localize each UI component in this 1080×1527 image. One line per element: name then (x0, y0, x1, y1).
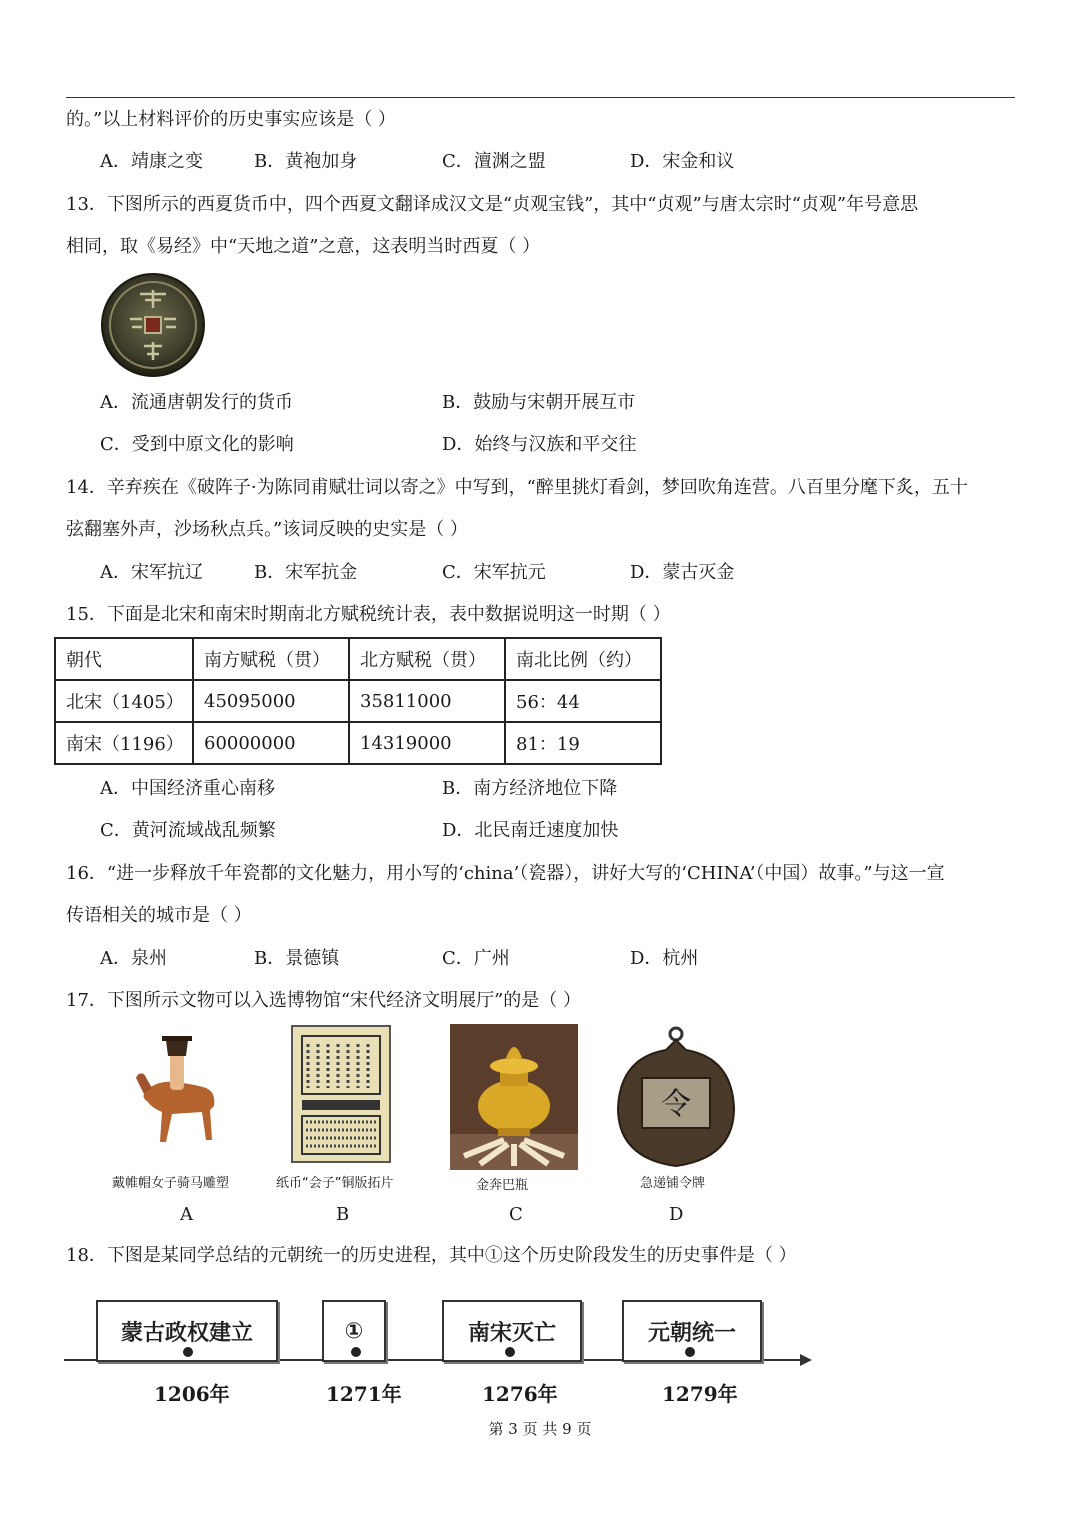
q16-option-b[interactable]: B．景德镇 (254, 948, 340, 969)
tax-table (54, 637, 662, 765)
q16-option-c[interactable]: C．广州 (442, 948, 510, 969)
timeline-box-blank[interactable]: ① (322, 1300, 386, 1362)
timeline-year-1279: 1279年 (662, 1382, 738, 1406)
timeline-box-mongol-regime: 蒙古政权建立 (96, 1300, 278, 1362)
q18-stem: 18．下图是某同学总结的元朝统一的历史进程，其中①这个历史阶段发生的历史事件是（ ） (66, 1245, 797, 1266)
table-cell: 60000000 (193, 722, 349, 764)
q15-option-b[interactable]: B．南方经济地位下降 (442, 778, 618, 799)
q13-option-a[interactable]: A．流通唐朝发行的货币 (100, 392, 293, 413)
horse-rider-figurine-image (126, 1024, 226, 1164)
table-header-cell: 朝代 (55, 638, 193, 680)
timeline-year-1271: 1271年 (326, 1382, 402, 1406)
artifact-caption-c: 金奔巴瓶 (476, 1178, 529, 1193)
page-footer: 第 3 页 共 9 页 (488, 1420, 592, 1438)
q14-option-d[interactable]: D．蒙古灭金 (630, 562, 735, 583)
artifact-letter-b[interactable]: B (336, 1204, 350, 1225)
q15-stem: 15．下面是北宋和南宋时期南北方赋税统计表，表中数据说明这一时期（ ） (66, 604, 671, 625)
table-header-cell: 南北比例（约） (505, 638, 661, 680)
q13-stem-line2: 相同，取《易经》中“天地之道”之意，这表明当时西夏（ ） (66, 236, 541, 257)
table-cell: 56：44 (505, 680, 661, 722)
timeline-box-yuan-unification: 元朝统一 (622, 1300, 762, 1362)
table-row (55, 722, 661, 764)
timeline-dot (183, 1347, 193, 1357)
artifact-letter-c[interactable]: C (509, 1204, 523, 1225)
artifact-caption-b: 纸币“会子”铜版拓片 (276, 1176, 394, 1191)
q13-option-b[interactable]: B．鼓励与宋朝开展互市 (442, 392, 636, 413)
q13-stem-line1: 13．下图所示的西夏货币中，四个西夏文翻译成汉文是“贞观宝钱”，其中“贞观”与唐太宗时“贞观”年号意思 (66, 194, 919, 215)
golden-bumpa-vase-image (450, 1024, 578, 1170)
courier-station-token-image (614, 1026, 738, 1170)
q17-stem: 17．下图所示文物可以入选博物馆“宋代经济文明展厅”的是（ ） (66, 990, 582, 1011)
q16-stem-line2: 传语相关的城市是（ ） (66, 905, 252, 926)
token-plate-text: 令 (661, 1087, 691, 1122)
table-cell: 45095000 (193, 680, 349, 722)
timeline-year-1206: 1206年 (154, 1382, 230, 1406)
q14-option-a[interactable]: A．宋军抗辽 (100, 562, 203, 583)
q15-option-c[interactable]: C．黄河流域战乱频繁 (100, 820, 276, 841)
q12-option-c[interactable]: C．澶渊之盟 (442, 151, 546, 172)
artifact-letter-a[interactable]: A (180, 1204, 193, 1225)
q14-stem-line1: 14．辛弃疾在《破阵子·为陈同甫赋壮词以寄之》中写到，“醉里挑灯看剑，梦回吹角连营。八百里分麾下炙，五十 (66, 477, 968, 498)
q14-stem-line2: 弦翻塞外声，沙场秋点兵。”该词反映的史实是（ ） (66, 519, 468, 540)
artifact-letter-d[interactable]: D (669, 1204, 684, 1225)
huizi-paper-money-rubbing-image (290, 1024, 392, 1164)
q13-option-c[interactable]: C．受到中原文化的影响 (100, 434, 294, 455)
q12-option-a[interactable]: A．靖康之变 (100, 151, 203, 172)
timeline-dot (685, 1347, 695, 1357)
xixia-coin-image (100, 272, 206, 378)
timeline-box-southern-song-fall: 南宋灭亡 (442, 1300, 582, 1362)
q16-option-a[interactable]: A．泉州 (100, 948, 167, 969)
timeline-year-1276: 1276年 (482, 1382, 558, 1406)
timeline-dot (505, 1347, 515, 1357)
header-rule (66, 97, 1015, 98)
table-cell: 北宋（1405） (55, 680, 193, 722)
table-cell: 南宋（1196） (55, 722, 193, 764)
q16-option-d[interactable]: D．杭州 (630, 948, 699, 969)
q15-option-a[interactable]: A．中国经济重心南移 (100, 778, 275, 799)
timeline-dots (0, 1342, 1080, 1362)
timeline-dot (351, 1347, 361, 1357)
table-cell: 81：19 (505, 722, 661, 764)
table-header-row (55, 638, 661, 680)
q12-stem: 的。”以上材料评价的历史事实应该是（ ） (66, 109, 396, 130)
artifact-caption-a: 戴帷帽女子骑马雕塑 (112, 1176, 230, 1191)
artifact-caption-d: 急递铺令牌 (640, 1176, 706, 1191)
table-cell: 14319000 (349, 722, 505, 764)
q12-option-d[interactable]: D．宋金和议 (630, 151, 735, 172)
table-cell: 35811000 (349, 680, 505, 722)
q15-option-d[interactable]: D．北民南迁速度加快 (442, 820, 619, 841)
q12-option-b[interactable]: B．黄袍加身 (254, 151, 358, 172)
q16-stem-line1: 16．“进一步释放千年瓷都的文化魅力，用小写的‘china’（瓷器），讲好大写的‘CHINA’（中国）故事。”与这一宣 (66, 863, 945, 884)
q14-option-b[interactable]: B．宋军抗金 (254, 562, 358, 583)
q13-option-d[interactable]: D．始终与汉族和平交往 (442, 434, 637, 455)
q14-option-c[interactable]: C．宋军抗元 (442, 562, 546, 583)
table-header-cell: 南方赋税（贯） (193, 638, 349, 680)
table-row (55, 680, 661, 722)
table-header-cell: 北方赋税（贯） (349, 638, 505, 680)
